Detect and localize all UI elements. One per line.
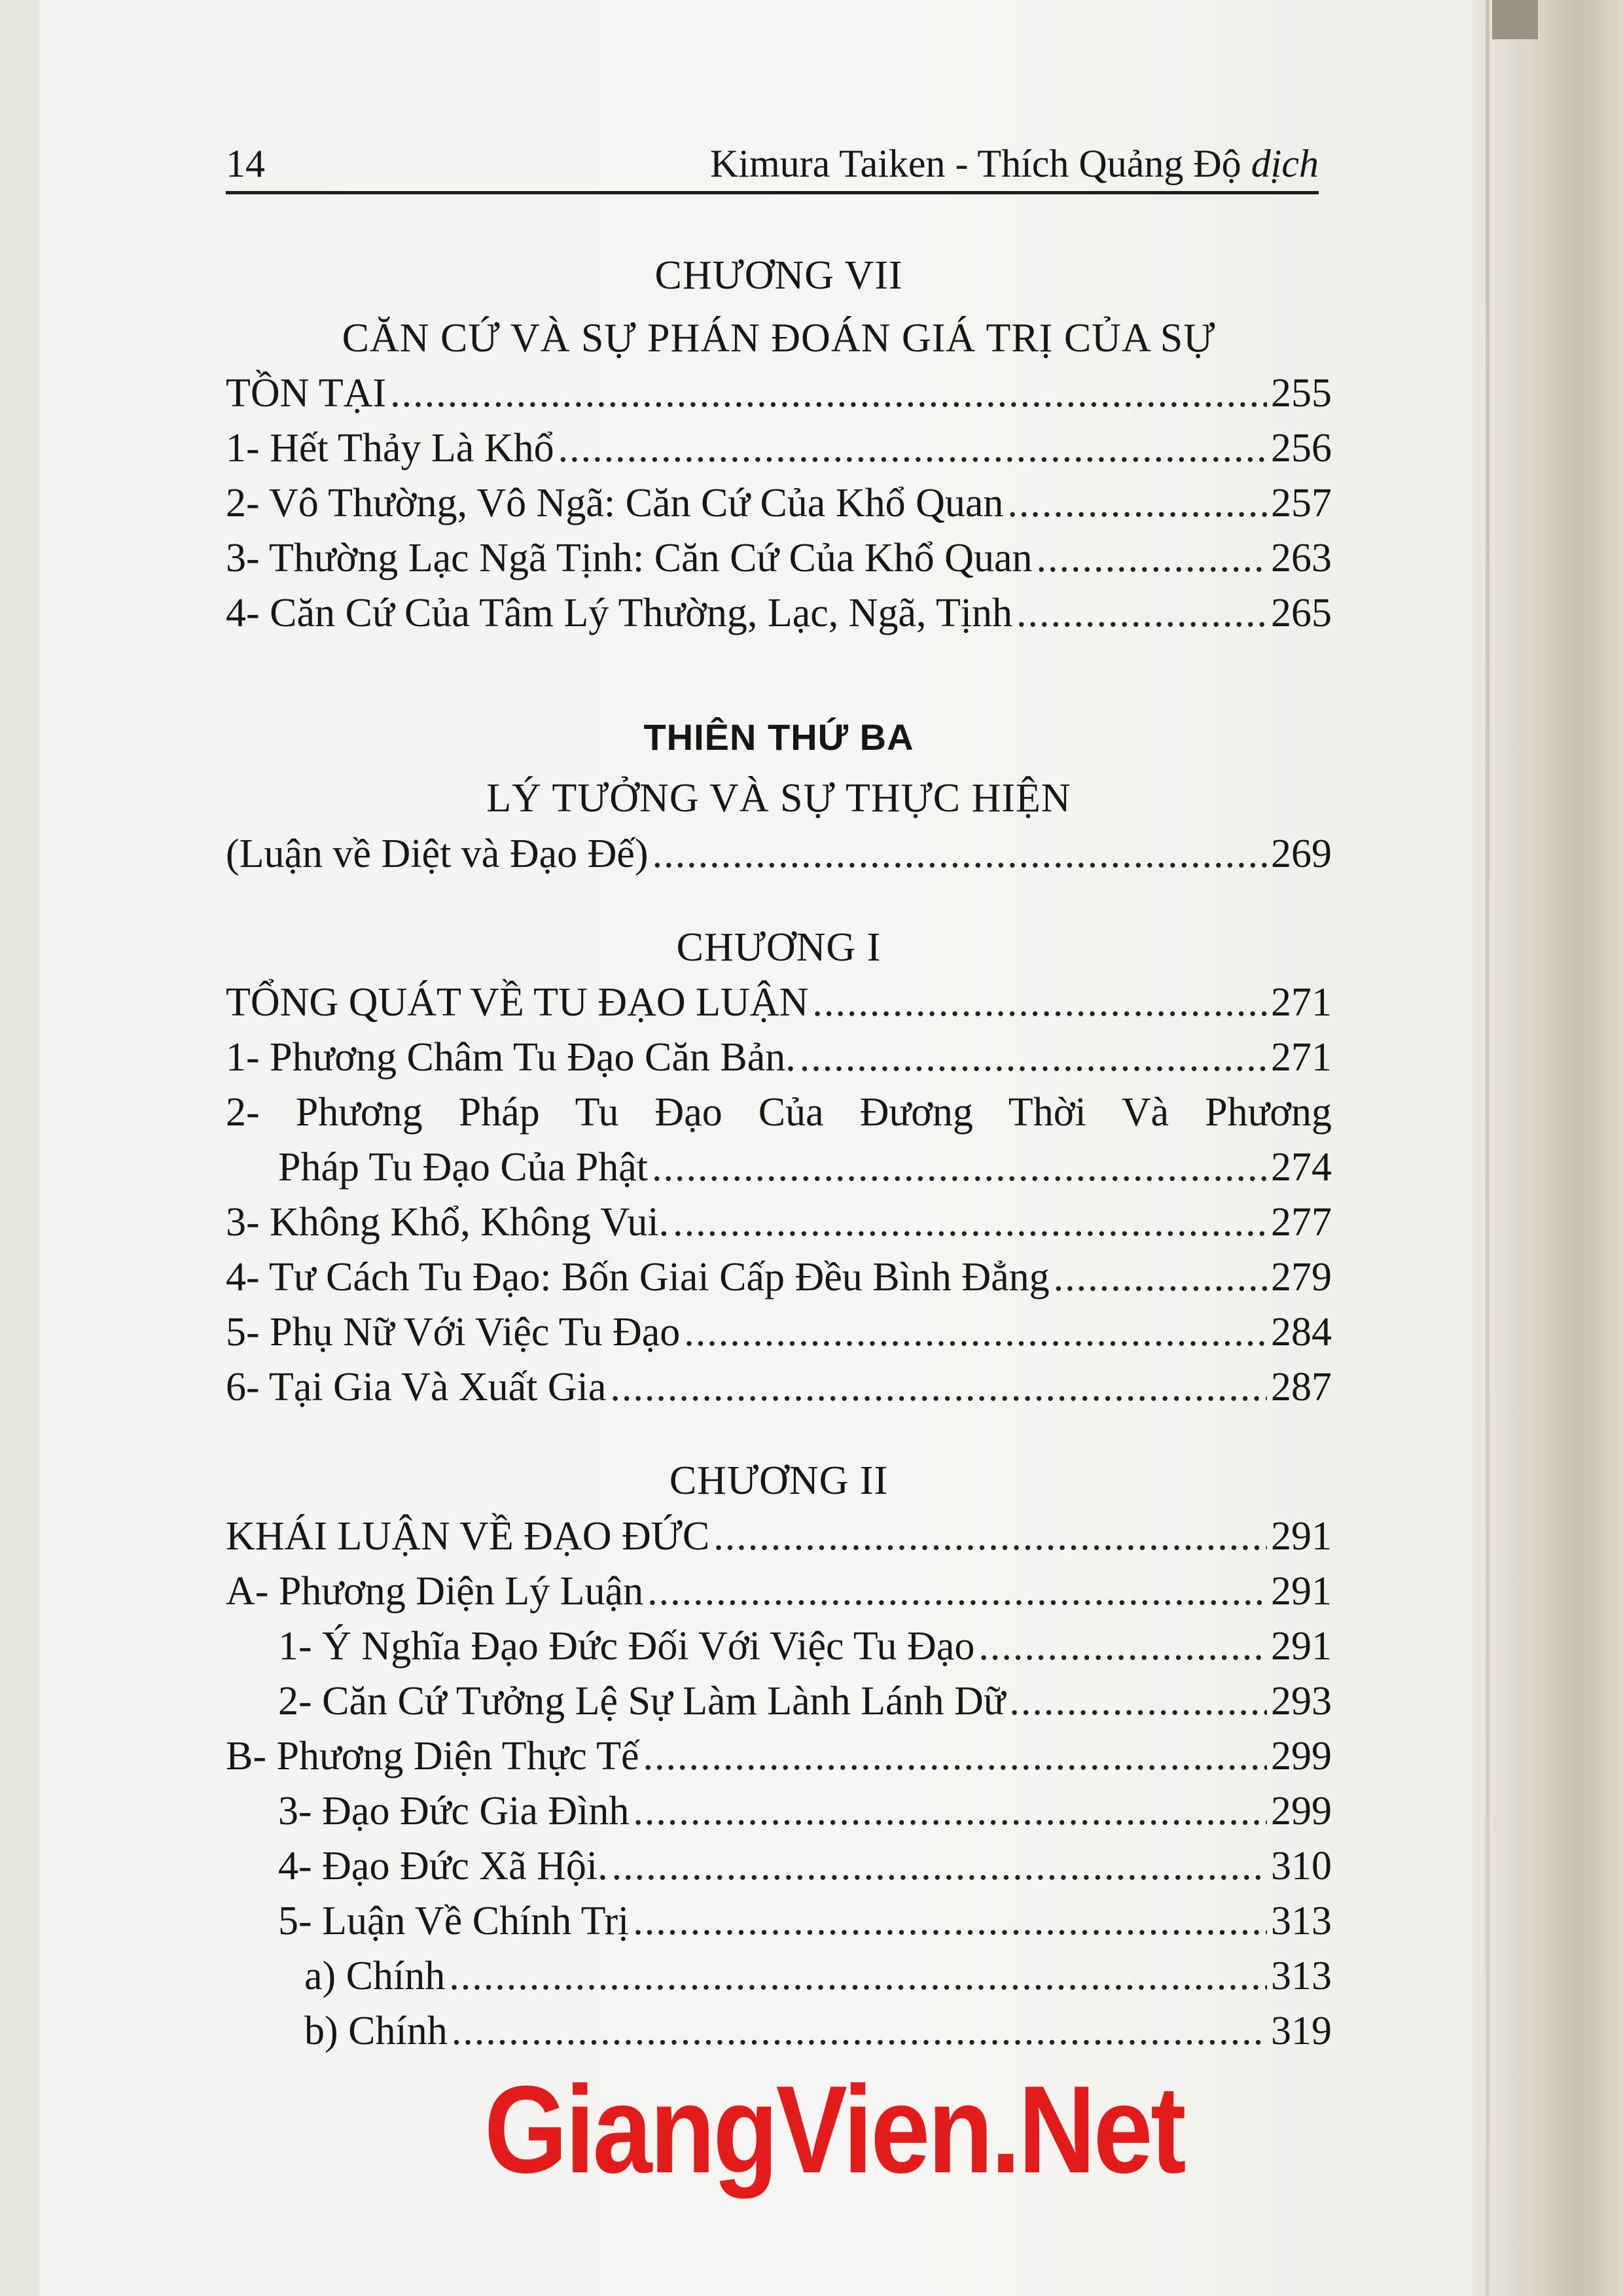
leader-dots [612, 1839, 1267, 1894]
leader-dots [652, 1140, 1267, 1195]
chapter-i-heading: CHƯƠNG I [676, 925, 882, 970]
page-ref: 287 [1271, 1365, 1332, 1410]
leader-dots [800, 1030, 1267, 1085]
toc-entry [226, 366, 1332, 421]
page-ref: 291 [1271, 1514, 1332, 1559]
page-ref: 277 [1271, 1200, 1332, 1245]
entry-label: 6- Tại Gia Và Xuất Gia [226, 1365, 607, 1410]
page-ref: 271 [1271, 1035, 1332, 1080]
entry-label: 1- Hết Thảy Là Khổ [226, 426, 554, 471]
page-ref: 313 [1271, 1899, 1332, 1944]
toc-entry [226, 1784, 1332, 1839]
page-ref: 299 [1271, 1789, 1332, 1834]
header-rule [226, 191, 1319, 194]
chapter-vii-title-line1: CĂN CỨ VÀ SỰ PHÁN ĐOÁN GIÁ TRỊ CỦA SỰ [342, 315, 1216, 361]
leader-dots [643, 1729, 1267, 1784]
leader-dots [652, 826, 1267, 881]
entry-label: 3- Thường Lạc Ngã Tịnh: Căn Cứ Của Khổ Quan [226, 536, 1033, 581]
leader-dots [1009, 1674, 1267, 1729]
entry-label: 4- Căn Cứ Của Tâm Lý Thường, Lạc, Ngã, Tịnh [226, 591, 1013, 636]
toc-entry [226, 1729, 1332, 1784]
page-ref: 313 [1271, 1954, 1332, 1999]
leader-dots [452, 2004, 1267, 2058]
toc-entry [226, 1030, 1332, 1085]
page-ref: 256 [1271, 426, 1332, 471]
toc-entry [226, 1674, 1332, 1729]
toc-entry [226, 826, 1332, 881]
page-ref: 265 [1271, 591, 1332, 636]
toc-entry [226, 1619, 1332, 1674]
leader-dots [978, 1619, 1267, 1674]
leader-dots [633, 1894, 1267, 1949]
part-three-heading: THIÊN THỨ BA [643, 716, 914, 758]
entry-label: 1- Ý Nghĩa Đạo Đức Đối Với Việc Tu Đạo [278, 1624, 975, 1669]
page-ref: 293 [1271, 1679, 1332, 1724]
leader-dots [558, 421, 1267, 476]
toc-entry [226, 1360, 1332, 1415]
leader-dots [610, 1360, 1267, 1415]
toc-entry [226, 1949, 1332, 2004]
leader-dots [812, 975, 1267, 1030]
entry-label: b) Chính [304, 2009, 448, 2054]
toc-entry [226, 1140, 1332, 1195]
toc-entry [226, 1894, 1332, 1949]
page-number: 14 [226, 142, 265, 185]
table-of-contents [226, 249, 1332, 2058]
leader-dots [1007, 476, 1267, 531]
toc-entry [226, 1250, 1332, 1305]
leader-dots [673, 1195, 1267, 1250]
part-three-subtitle: (Luận về Diệt và Đạo Đế) [226, 831, 649, 876]
toc-entry [226, 2004, 1332, 2058]
page-ref: 279 [1271, 1255, 1332, 1300]
running-header [226, 128, 1319, 186]
toc-entry [226, 1564, 1332, 1619]
page-ref: 274 [1271, 1145, 1332, 1190]
entry-label: B- Phương Diện Thực Tế [226, 1734, 639, 1779]
toc-entry [226, 975, 1332, 1030]
chapter-vii-title-line2: TỒN TẠI [226, 371, 387, 416]
entry-label: 5- Phụ Nữ Với Việc Tu Đạo [226, 1310, 681, 1355]
toc-entry [226, 1509, 1332, 1564]
entry-label: A- Phương Diện Lý Luận [226, 1569, 644, 1614]
toc-entry [226, 476, 1332, 531]
toc-entry [226, 421, 1332, 476]
leader-dots [647, 1564, 1267, 1619]
entry-label: Pháp Tu Đạo Của Phật [278, 1145, 648, 1190]
page-ref: 291 [1271, 1624, 1332, 1669]
leader-dots [1054, 1250, 1267, 1305]
entry-label: 4- Đạo Đức Xã Hội. [278, 1844, 608, 1889]
entry-label: a) Chính [304, 1954, 446, 1999]
part-three-title: LÝ TƯỞNG VÀ SỰ THỰC HIỆN [486, 775, 1071, 821]
chapter-ii-heading: CHƯƠNG II [669, 1458, 889, 1504]
page-ref: 257 [1271, 481, 1332, 526]
entry-label: 3- Đạo Đức Gia Đình [278, 1789, 630, 1834]
page-ref: 291 [1271, 1569, 1332, 1614]
page-ref: 255 [1271, 371, 1332, 416]
chapter-i-title: TỔNG QUÁT VỀ TU ĐẠO LUẬN [226, 980, 809, 1025]
page-ref: 263 [1271, 536, 1332, 581]
page-ref: 284 [1271, 1310, 1332, 1355]
page-ref: 319 [1271, 2009, 1332, 2054]
entry-label: 4- Tư Cách Tu Đạo: Bốn Giai Cấp Đều Bình Đẳng [226, 1255, 1050, 1300]
page-edge-shadow [1472, 0, 1623, 2296]
page-ref: 310 [1271, 1844, 1332, 1889]
toc-entry [226, 1195, 1332, 1250]
entry-label: 5- Luận Về Chính Trị [278, 1899, 630, 1944]
leader-dots [684, 1305, 1267, 1360]
leader-dots [713, 1509, 1267, 1564]
entry-label: 2- Căn Cứ Tưởng Lệ Sự Làm Lành Lánh Dữ [278, 1679, 1006, 1724]
header-author: Kimura Taiken - Thích Quảng Độ dịch [709, 142, 1319, 185]
page-ref: 299 [1271, 1734, 1332, 1779]
leader-dots [390, 366, 1267, 421]
entry-label: 2- Vô Thường, Vô Ngã: Căn Cứ Của Khổ Quan [226, 481, 1004, 526]
toc-entry [226, 586, 1332, 641]
leader-dots [633, 1784, 1267, 1839]
binding-line [1486, 0, 1489, 2296]
entry-label: 1- Phương Châm Tu Đạo Căn Bản. [226, 1035, 796, 1080]
toc-entry [226, 1839, 1332, 1894]
scan-artifact [1492, 0, 1538, 39]
leader-dots [1016, 586, 1267, 641]
watermark-logo: GiangVien.Net [484, 2060, 1185, 2199]
toc-entry [226, 1305, 1332, 1360]
chapter-vii-heading: CHƯƠNG VII [654, 253, 903, 298]
toc-entry [226, 531, 1332, 586]
leader-dots [1036, 531, 1267, 586]
page-ref: 269 [1271, 831, 1332, 876]
entry-label: 3- Không Khổ, Không Vui. [226, 1200, 669, 1245]
chapter-ii-title: KHÁI LUẬN VỀ ĐẠO ĐỨC [226, 1514, 710, 1559]
page-ref: 271 [1271, 980, 1332, 1025]
entry-label-wrapped: 2- Phương Pháp Tu Đạo Của Đương Thời Và Phương [226, 1090, 1332, 1135]
leader-dots [449, 1949, 1267, 2004]
